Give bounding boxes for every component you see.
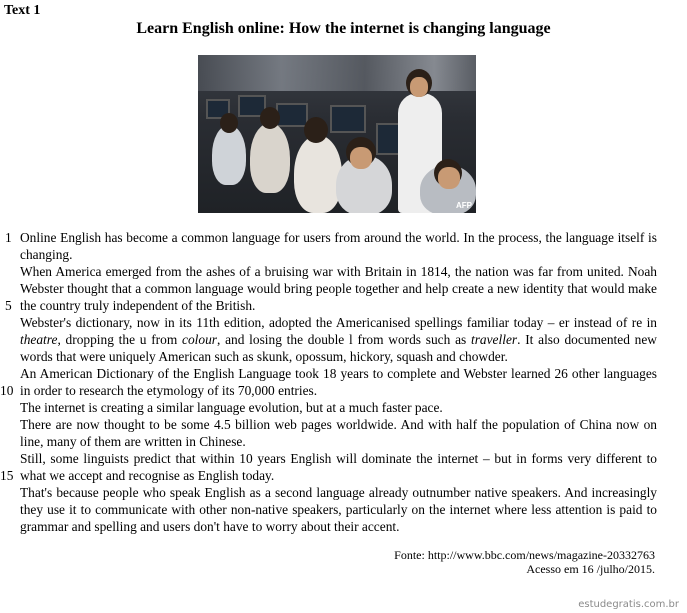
article-body [20, 229, 657, 535]
paragraph: When America emerged from the ashes of a bruising war with Britain in 1814, the nation was far from united. Noah Webster thought that a common language would bring people together and help create a new identity that would make the country truly independent of the British. [20, 264, 657, 313]
line-number: 5 [5, 298, 12, 313]
paragraph: There are now thought to be some 4.5 billion web pages worldwide. And with half the population of China now on line, many of them are written in Chinese. [20, 417, 657, 449]
source-url: Fonte: http://www.bbc.com/news/magazine-20332763 [394, 548, 655, 562]
line-number: 10 [0, 383, 14, 398]
paragraph: An American Dictionary of the English Language took 18 years to complete and Webster learned 26 other languages in order to research the etymology of its 70,000 entries. [20, 366, 657, 398]
paragraph: Online English has become a common language for users from around the world. In the process, the language itself is changing. [20, 230, 657, 262]
paragraph: That's because people who speak English as a second language already outnumber native speakers. And increasingly they use it to communicate with other non-native speakers, particularly on the internet where less attention is paid to grammar and spelling and users don't have to worry about their accent. [20, 485, 657, 534]
internet-cafe-photo [198, 55, 476, 213]
paragraph: Webster's dictionary, now in its 11th edition, adopted the Americanised spellings familiar today – er instead of re in theatre, dropping the u from colour, and losing the double l from words such as traveller. It also documented new words that were uniquely American such as skunk, opossum, hickory, squash and chowder. [20, 315, 657, 364]
site-watermark: estudegratis.com.br [578, 599, 679, 610]
paragraph: Still, some linguists predict that within 10 years English will dominate the internet – but in forms very different to what we accept and recognise as English today. [20, 451, 657, 483]
paragraph: The internet is creating a similar language evolution, but at a much faster pace. [20, 400, 443, 415]
source-citation [394, 548, 655, 576]
article-title: Learn English online: How the internet is changing language [136, 20, 551, 37]
photo-credit: AFP [456, 201, 472, 210]
line-number: 15 [0, 468, 14, 483]
access-date: Acesso em 16 /julho/2015. [526, 562, 655, 576]
line-number: 1 [5, 230, 12, 245]
text-label: Text 1 [4, 3, 41, 18]
